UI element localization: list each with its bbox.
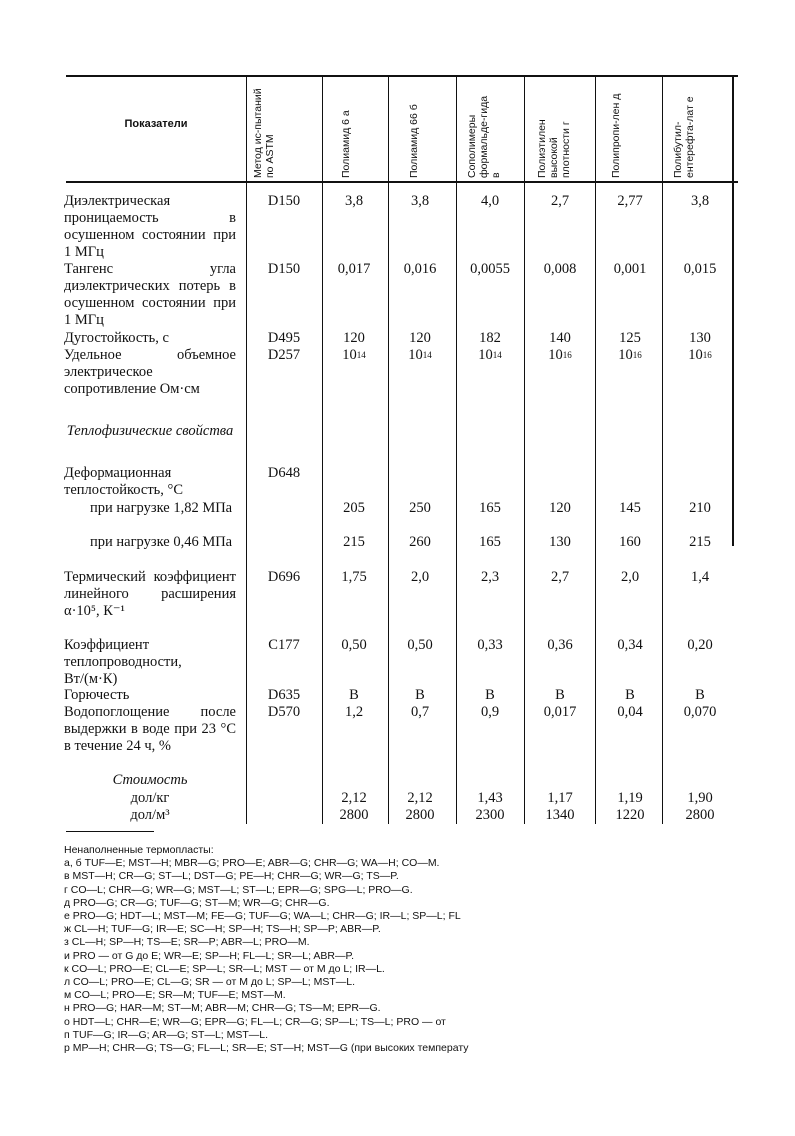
value-cell: 2800 xyxy=(339,807,369,823)
value-cell: 2300 xyxy=(475,807,505,823)
value-cell: 0,33 xyxy=(477,637,503,653)
value-cell: 2,7 xyxy=(550,193,570,209)
value-cell: 3,8 xyxy=(344,193,364,209)
value-cell: 4,0 xyxy=(480,193,500,209)
value-cell: 165 xyxy=(479,500,501,516)
row-label: Коэффициент теплопроводности, Вт/(м·К) xyxy=(64,637,182,687)
row-label: дол/кг xyxy=(130,790,170,806)
row-label: Диэлектрическая проницаемость в осушенном состоянии при 1 МГц xyxy=(64,193,236,260)
value-cell: 0,34 xyxy=(617,637,643,653)
footnote-line: и PRO — от G до E; WR—E; SP—H; FL—L; SR—L; ABR—P. xyxy=(64,949,355,962)
table-header-rule xyxy=(66,181,738,183)
header-pa6: Полиамид 6 а xyxy=(340,110,352,178)
value-cell: 1,43 xyxy=(477,790,503,806)
footnote-line: л CO—L; PRO—E; CL—G; SR — от M до L; SP—L; MST—L. xyxy=(64,976,356,989)
value-cell: $10^{14}$ xyxy=(408,347,432,363)
footnote-line: п TUF—G; IR—G; AR—G; ST—L; MST—L. xyxy=(64,1028,269,1041)
method-cell: D635 xyxy=(267,687,301,703)
row-label: Тангенс угла диэлектрических потерь в осушенном состоянии при 1 МГц xyxy=(64,261,236,328)
value-cell: 0,04 xyxy=(617,704,643,720)
value-cell: 120 xyxy=(343,330,365,346)
value-cell: 0,36 xyxy=(547,637,573,653)
footnote-line: о HDT—L; CHR—E; WR—G; EPR—G; FL—L; CR—G; SP—L; TS—L; PRO — от xyxy=(64,1015,446,1028)
value-cell: 2800 xyxy=(685,807,715,823)
value-cell: 130 xyxy=(689,330,711,346)
value-cell: 0,001 xyxy=(613,261,647,277)
value-cell: 0,7 xyxy=(410,704,430,720)
value-cell: 120 xyxy=(549,500,571,516)
method-cell: D150 xyxy=(267,193,301,209)
value-cell: 140 xyxy=(549,330,571,346)
method-cell: D150 xyxy=(267,261,301,277)
value-cell: 3,8 xyxy=(410,193,430,209)
value-cell: 3,8 xyxy=(690,193,710,209)
value-cell: 2,3 xyxy=(480,569,500,585)
value-cell: $10^{16}$ xyxy=(618,347,642,363)
row-label: при нагрузке 0,46 МПа xyxy=(90,534,233,550)
value-cell: 1220 xyxy=(615,807,645,823)
value-cell: 0,9 xyxy=(480,704,500,720)
row-label: Водопоглощение после выдержки в воде при 23 °С в течение 24 ч, % xyxy=(64,704,236,754)
header-pom: Сополимеры формальде-гида в xyxy=(466,95,502,178)
value-cell: B xyxy=(349,687,359,703)
value-cell: $10^{14}$ xyxy=(478,347,502,363)
value-cell: B xyxy=(415,687,425,703)
header-pbt: Полибутил-ентерефта-лат е xyxy=(672,96,696,178)
method-cell: D495 xyxy=(267,330,301,346)
value-cell: 182 xyxy=(479,330,501,346)
header-indicators: Показатели xyxy=(124,118,188,130)
value-cell: 0,015 xyxy=(683,261,717,277)
value-cell: 2,77 xyxy=(617,193,643,209)
footnote-line: к CO—L; PRO—E; CL—E; SP—L; SR—L; MST — от M до L; IR—L. xyxy=(64,962,385,975)
row-label: Деформационная теплостойкость, °С xyxy=(64,465,183,498)
header-pp: Полипропи-лен д xyxy=(610,93,622,178)
footnote-line: Ненаполненные термопласты: xyxy=(64,844,214,856)
value-cell: 215 xyxy=(343,534,365,550)
value-cell: $10^{16}$ xyxy=(548,347,572,363)
footnotes xyxy=(64,844,734,1055)
method-cell: D570 xyxy=(267,704,301,720)
value-cell: 0,017 xyxy=(543,704,577,720)
value-cell: 165 xyxy=(479,534,501,550)
row-label: дол/м³ xyxy=(130,807,170,823)
value-cell: 1,90 xyxy=(687,790,713,806)
value-cell: 2,0 xyxy=(410,569,430,585)
value-cell: 1,2 xyxy=(344,704,364,720)
value-cell: 1,17 xyxy=(547,790,573,806)
row-label: при нагрузке 1,82 МПа xyxy=(90,500,233,516)
value-cell: 0,017 xyxy=(337,261,371,277)
footnote-line: е PRO—G; HDT—L; MST—M; FE—G; TUF—G; WA—L; CHR—G; IR—L; SP—L; FL xyxy=(64,910,461,923)
footnote-line: н PRO—G; HAR—M; ST—M; ABR—M; CHR—G; TS—M; EPR—G. xyxy=(64,1002,381,1015)
value-cell: B xyxy=(625,687,635,703)
value-cell: 0,070 xyxy=(683,704,717,720)
col-divider xyxy=(246,76,247,824)
col-divider xyxy=(595,76,596,824)
method-cell: D257 xyxy=(267,347,301,363)
footnote-rule xyxy=(66,831,154,832)
value-cell: 215 xyxy=(689,534,711,550)
row-label: Термический коэффициент линейного расширения α·10⁵, К⁻¹ xyxy=(64,569,236,619)
row-label: Удельное объемное электрическое сопротивление Ом·см xyxy=(64,347,236,397)
value-cell: 260 xyxy=(409,534,431,550)
value-cell: B xyxy=(485,687,495,703)
value-cell: 250 xyxy=(409,500,431,516)
row-label: Дугостойкость, с xyxy=(64,330,169,346)
header-method: Метод ис-пытаний по ASTM xyxy=(252,88,276,178)
value-cell: 2,12 xyxy=(341,790,367,806)
value-cell: 0,016 xyxy=(403,261,437,277)
col-divider xyxy=(456,76,457,824)
value-cell: 130 xyxy=(549,534,571,550)
value-cell: 145 xyxy=(619,500,641,516)
footnote-line: в MST—H; CR—G; ST—L; DST—G; PE—H; CHR—G; WR—G; TS—P. xyxy=(64,870,399,883)
row-label: Горючесть xyxy=(64,687,130,703)
footnote-line: ж CL—H; TUF—G; IR—E; SC—H; SP—H; TS—H; SP—P; ABR—P. xyxy=(64,923,381,936)
value-cell: 120 xyxy=(409,330,431,346)
table-top-rule xyxy=(66,75,738,77)
value-cell: 1340 xyxy=(545,807,575,823)
value-cell: 1,19 xyxy=(617,790,643,806)
value-cell: 0,0055 xyxy=(470,261,510,277)
value-cell: $10^{14}$ xyxy=(342,347,366,363)
value-cell: $10^{16}$ xyxy=(688,347,712,363)
section-heading: Стоимость xyxy=(112,772,188,788)
value-cell: 2,0 xyxy=(620,569,640,585)
value-cell: B xyxy=(555,687,565,703)
col-divider xyxy=(662,76,663,824)
value-cell: 160 xyxy=(619,534,641,550)
method-cell: D648 xyxy=(267,465,301,481)
method-cell: C177 xyxy=(268,637,300,653)
footnote-line: д PRO—G; CR—G; TUF—G; ST—M; WR—G; CHR—G. xyxy=(64,896,330,909)
footnote-line: з CL—H; SP—H; TS—E; SR—P; ABR—L; PRO—M. xyxy=(64,936,310,949)
method-cell: D696 xyxy=(267,569,301,585)
footnote-line: а, б TUF—E; MST—H; MBR—G; PRO—E; ABR—G; CHR—G; WA—H; CO—M. xyxy=(64,857,440,870)
value-cell: 1,4 xyxy=(690,569,710,585)
value-cell: 125 xyxy=(619,330,641,346)
footnote-line: г CO—L; CHR—G; WR—G; MST—L; ST—L; EPR—G; SPG—L; PRO—G. xyxy=(64,883,413,896)
value-cell: B xyxy=(695,687,705,703)
value-cell: 0,50 xyxy=(341,637,367,653)
value-cell: 0,50 xyxy=(407,637,433,653)
value-cell: 0,008 xyxy=(543,261,577,277)
section-heading: Теплофизические свойства xyxy=(66,423,234,439)
value-cell: 2800 xyxy=(405,807,435,823)
header-pa66: Полиамид 66 б xyxy=(408,104,420,178)
value-cell: 2,7 xyxy=(550,569,570,585)
footnote-line: м CO—L; PRO—E; SR—M; TUF—E; MST—M. xyxy=(64,989,286,1002)
footnote-line: р MP—H; CHR—G; TS—G; FL—L; SR—E; ST—H; MST—G (при высоких температу xyxy=(64,1042,469,1055)
value-cell: 1,75 xyxy=(341,569,367,585)
value-cell: 2,12 xyxy=(407,790,433,806)
value-cell: 0,20 xyxy=(687,637,713,653)
value-cell: 205 xyxy=(343,500,365,516)
value-cell: 210 xyxy=(689,500,711,516)
header-hdpe: Полиэтилен высокой плотности г xyxy=(536,119,572,178)
table-right-edge xyxy=(732,76,734,546)
col-divider xyxy=(524,76,525,824)
